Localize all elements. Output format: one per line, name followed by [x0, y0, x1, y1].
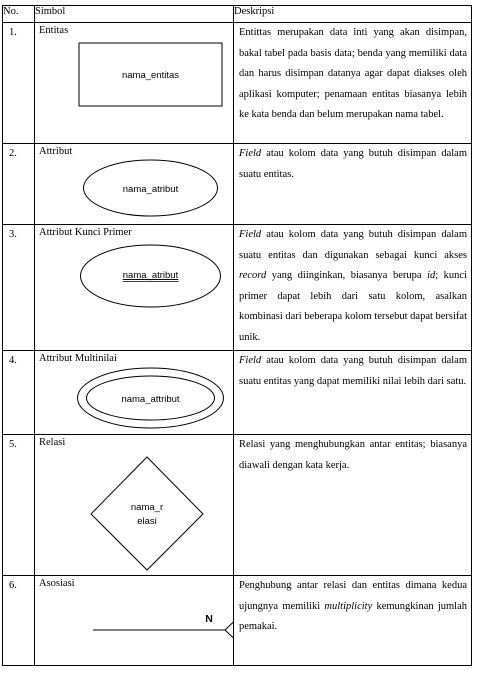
symbol-cell: [35, 23, 234, 144]
row-number: 6.: [3, 576, 35, 666]
row-number: 2.: [3, 144, 35, 225]
description-text: atau kolom data yang butuh disimpan dalam suatu entitas.: [239, 148, 467, 180]
multivalue-shape-label: nama_attribut: [121, 394, 180, 405]
description-emphasis: record: [239, 270, 267, 281]
row-number: 3.: [3, 225, 35, 351]
symbol-cell: [35, 435, 234, 576]
table-row: [3, 351, 472, 435]
row-number: 4.: [3, 351, 35, 435]
description-emphasis: id: [427, 270, 436, 281]
description-text: atau kolom data yang butuh disimpan dalam suatu entitas yang dapat memiliki nilai lebih dari satu.: [239, 355, 467, 387]
primary-key-ellipse-icon: [35, 225, 234, 351]
symbol-name: Attribut Multinilai: [39, 353, 117, 364]
description-text: kemungkinan jumlah pemakai.: [239, 600, 467, 632]
description-text: atau kolom data yang butuh disimpan dalam suatu entitas dan digunakan sebagai kunci akses: [239, 229, 467, 261]
association-crowfoot-icon: [35, 576, 234, 666]
description-cell: [234, 144, 472, 225]
description-emphasis: Field: [239, 148, 262, 159]
description-cell: [234, 435, 472, 576]
table-row: [3, 144, 472, 225]
entity-rectangle-icon: [35, 23, 234, 144]
description-cell: [234, 576, 472, 666]
description-text: Penghubung antar relasi dan entitas dimana kedua ujungnya memiliki: [239, 580, 467, 612]
symbol-name: Attribut Kunci Primer: [39, 227, 132, 238]
symbol-cell: [35, 144, 234, 225]
symbol-cell: [35, 351, 234, 435]
header-no: No.: [3, 6, 35, 23]
table-row: [3, 576, 472, 666]
table-header-row: [3, 6, 472, 23]
row-number: 1.: [3, 23, 35, 144]
attribute-shape-label: nama_atribut: [122, 184, 179, 195]
entity-shape-label: nama_entitas: [121, 70, 180, 81]
primary-key-shape-label: nama_atribut: [122, 270, 179, 281]
description-text: ; kunci primer dapat lebih dari satu kolom, asalkan kombinasi dari beberapa kolom tersebut dapat bersifat unik.: [239, 270, 468, 343]
relation-diamond-icon: [35, 435, 234, 576]
description-cell: [234, 225, 472, 351]
description-emphasis: multiplicity: [324, 600, 373, 612]
symbol-name: Asosiasi: [39, 578, 75, 589]
relation-shape-label-line2: elasi: [137, 516, 157, 527]
table-row: [3, 23, 472, 144]
table-row: [3, 435, 472, 576]
header-description: Deskripsi: [234, 6, 472, 23]
multiplicity-label: N: [205, 613, 213, 625]
description-emphasis: Field: [239, 355, 262, 366]
description-text: Relasi yang menghubungkan antar entitas; biasanya diawali dengan kata kerja.: [239, 439, 467, 471]
relation-shape-label-line1: nama_r: [130, 502, 164, 513]
row-number: 5.: [3, 435, 35, 576]
description-cell: [234, 23, 472, 144]
erd-symbol-table: [2, 5, 472, 666]
description-emphasis: Field: [239, 229, 262, 240]
header-symbol: Simbol: [35, 6, 234, 23]
symbol-cell: [35, 576, 234, 666]
symbol-cell: [35, 225, 234, 351]
symbol-name: Attribut: [39, 146, 73, 157]
description-cell: [234, 351, 472, 435]
description-text: Entittas merupakan data inti yang akan disimpan, bakal tabel pada basis data; benda yang memiliki data dan harus disimpan datanya agar dapat diakses oleh aplikasi komputer; penamaan entitas biasanya lebih ke kata benda dan belum merupakan nama tabel.: [239, 27, 467, 120]
table-row: [3, 225, 472, 351]
multivalue-ellipse-icon: [35, 351, 234, 435]
symbol-name: Entitas: [39, 25, 69, 36]
symbol-name: Relasi: [39, 437, 66, 448]
description-text: yang diinginkan, biasanya berupa: [266, 270, 428, 281]
attribute-ellipse-icon: [35, 144, 234, 225]
